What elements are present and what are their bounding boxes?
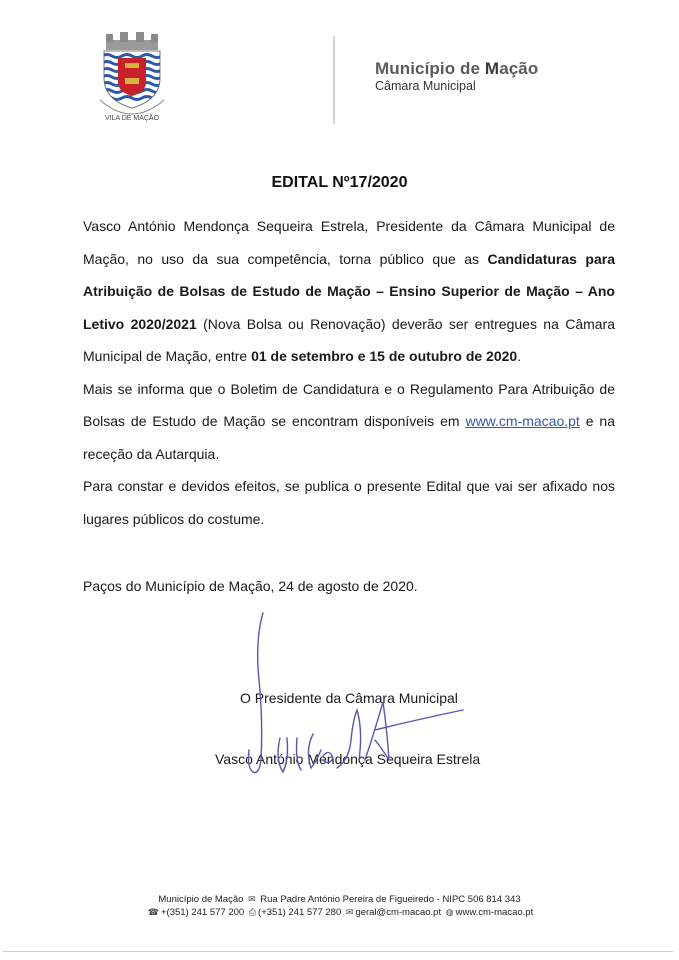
website-link[interactable]: www.cm-macao.pt — [465, 413, 580, 429]
page-bottom-rule — [3, 951, 673, 952]
organization-subtitle: Câmara Municipal — [375, 79, 476, 93]
footer-website[interactable]: www.cm-macao.pt — [455, 907, 534, 918]
document-title: EDITAL Nº17/2020 — [271, 174, 408, 191]
footer-email[interactable]: geral@cm-macao.pt — [355, 907, 442, 918]
paragraph-information: Mais se informa que o Boletim de Candidatura e o Regulamento Para Atribuição de Bolsas de Estudo de Mação se encontram disponíveis em www.cm-macao.pt e na receção da Autarquia. — [83, 380, 616, 462]
signatory-name: Vasco António Mendonça Sequeira Estrela — [215, 751, 481, 767]
footer-line-contacts: ☎ +(351) 241 577 200 ⎙ (+351) 241 577 280 ✉ geral@cm-macao.pt ◍ www.cm-macao.pt — [147, 907, 534, 918]
municipal-crest-logo — [92, 30, 172, 125]
paragraph-announcement: Vasco António Mendonça Sequeira Estrela, Presidente da Câmara Municipal de Mação, no uso da sua competência, torna público que as Candidaturas para Atribuição de Bolsas de Estudo de Mação – Ensino Superior de Mação – Ano Letivo 2020/2021 (Nova Bolsa ou Renovação) deverão ser entregues na Câmara Municipal de Mação, entre 01 de setembro e 15 de outubro de 2020. — [83, 218, 616, 364]
fax-icon: ⎙ — [248, 907, 257, 917]
organization-header — [375, 59, 538, 94]
organization-name: Município de Mação — [375, 59, 539, 78]
header-divider — [333, 36, 335, 124]
footer-contact — [0, 893, 679, 919]
paragraph-publication: Para constar e devidos efeitos, se publica o presente Edital que vai ser afixado nos lugares públicos do costume. — [83, 478, 615, 527]
document-body — [83, 210, 615, 535]
svg-text:VILA DE MAÇÃO: VILA DE MAÇÃO — [104, 115, 160, 122]
globe-icon: ◍ — [445, 907, 454, 917]
phone-icon: ☎ — [147, 907, 159, 917]
signatory-title: O Presidente da Câmara Municipal — [240, 690, 458, 706]
date-line: Paços do Município de Mação, 24 de agosto de 2020. — [83, 578, 418, 594]
mail-address-icon: ✉ — [248, 894, 256, 904]
footer-line-address: Município de Mação ✉ Rua Padre António Pereira de Figueiredo - NIPC 506 814 343 — [158, 894, 521, 905]
email-icon: ✉ — [345, 907, 354, 917]
